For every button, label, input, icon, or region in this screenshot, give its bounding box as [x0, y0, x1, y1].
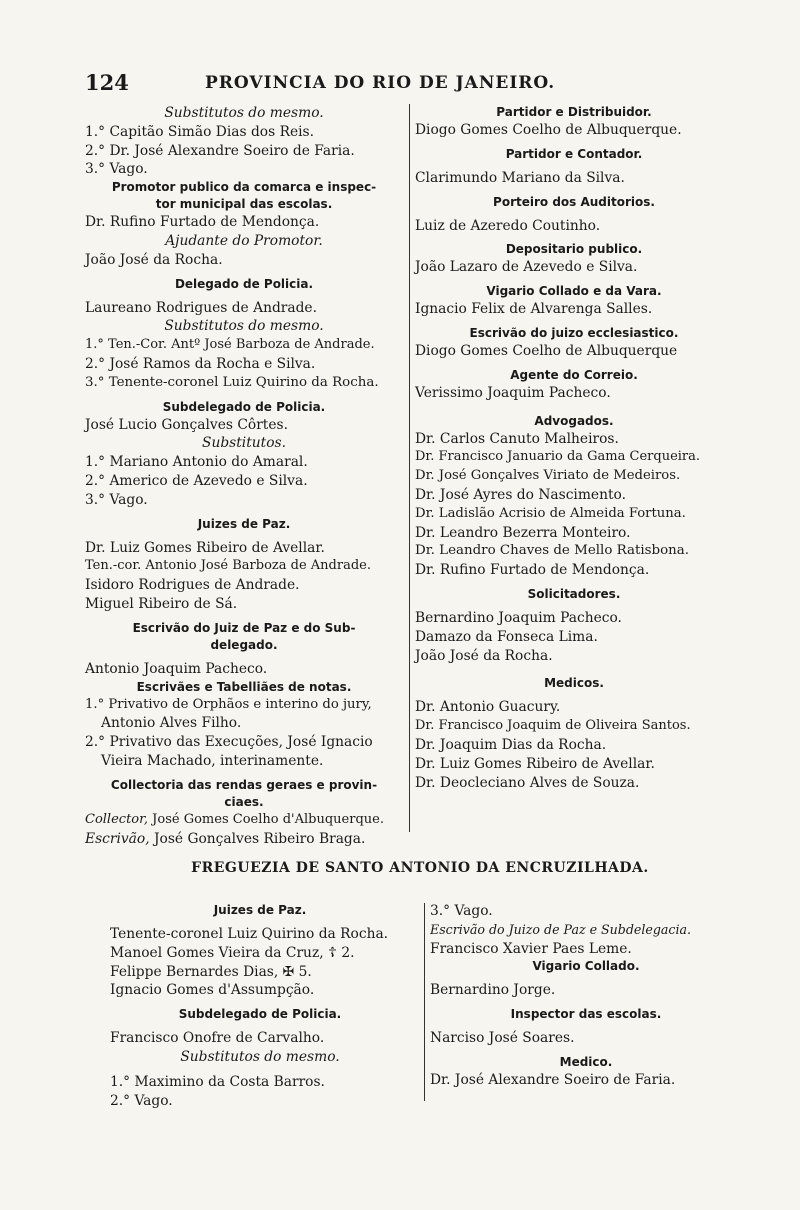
role-label: Escrivão,: [85, 830, 150, 847]
section-heading: Partidor e Distribuidor.: [496, 105, 652, 119]
section-heading: Vigario Collado.: [532, 959, 640, 974]
section-heading: Medicos.: [544, 676, 604, 691]
running-title: PROVINCIA DO RIO DE JANEIRO.: [205, 73, 556, 93]
section-heading: Porteiro dos Auditorios.: [493, 194, 655, 209]
section-heading: delegado.: [210, 637, 278, 652]
entry: José Lucio Gonçalves Côrtes.: [85, 416, 288, 433]
entry: Dr. Francisco Joaquim de Oliveira Santos.: [415, 718, 691, 734]
subheading: Substitutos do mesmo.: [180, 1048, 340, 1065]
entry: 2.° José Ramos da Rocha e Silva.: [85, 355, 316, 372]
entry: Dr. Luiz Gomes Ribeiro de Avellar.: [85, 539, 325, 556]
entry-name: Felippe Bernardes Dias,: [110, 963, 279, 980]
entry: Isidoro Rodrigues de Andrade.: [85, 577, 300, 594]
entry: Tenente-coronel Luiz Quirino da Rocha.: [110, 926, 389, 942]
entry: Narciso José Soares.: [430, 1030, 575, 1047]
section-heading: Depositario publico.: [505, 242, 643, 257]
section-heading: ciaes.: [224, 794, 264, 809]
column-divider: [424, 903, 425, 1101]
entry: [110, 963, 410, 982]
entry: Antonio Alves Filho.: [101, 715, 242, 732]
role-label: Collector,: [85, 811, 149, 827]
section-heading: Medico.: [559, 1054, 613, 1069]
section-heading: tor municipal das escolas.: [155, 197, 333, 212]
subheading: Ajudante do Promotor.: [165, 232, 323, 249]
section-heading: Partidor e Contador.: [505, 146, 643, 161]
entry: Francisco Onofre de Carvalho.: [110, 1030, 325, 1047]
entry: Vieira Machado, interinamente.: [101, 752, 324, 769]
entry: Dr. Ladislão Acrisio de Almeida Fortuna.: [415, 505, 686, 521]
entry: Antonio Joaquim Pacheco.: [85, 660, 268, 677]
entry: Diogo Gomes Coelho de Albuquerque: [415, 342, 678, 359]
subheading: Escrivão do Juizo de Paz e Subdelegacia.: [430, 921, 692, 937]
entry: Dr. Rufino Furtado de Mendonça.: [85, 214, 320, 231]
entry: Dr. Leandro Chaves de Mello Ratisbona.: [415, 543, 690, 559]
entry: Damazo da Fonseca Lima.: [415, 628, 598, 645]
entry: 1.° Ten.-Cor. Antº José Barboza de Andrade.: [85, 337, 375, 353]
entry: Dr. Antonio Guacury.: [415, 699, 561, 716]
section-heading: Escrivães e Tabelliães de notas.: [136, 679, 352, 694]
entry-name: José Gonçalves Ribeiro Braga.: [149, 830, 366, 847]
entry: Dr. Carlos Canuto Malheiros.: [415, 430, 619, 447]
entry: Clarimundo Mariano da Silva.: [415, 169, 625, 186]
entry: 2.° Americo de Azevedo e Silva.: [85, 472, 308, 489]
entry: 2.° Vago.: [110, 1092, 173, 1109]
section-heading: Juizes de Paz.: [213, 903, 307, 917]
entry: [85, 811, 403, 830]
entry: Dr. José Alexandre Soeiro de Faria.: [430, 1071, 676, 1088]
section-heading: Subdelegado de Policia.: [162, 399, 326, 414]
section-heading: Escrivão do juizo ecclesiastico.: [469, 325, 679, 340]
section-heading: Escrivão do Juiz de Paz e do Sub-: [132, 620, 356, 635]
entry: 1.° Mariano Antonio do Amaral.: [85, 454, 308, 471]
entry: 1.° Capitão Simão Dias dos Reis.: [85, 123, 315, 140]
entry: Ten.-cor. Antonio José Barboza de Andrade.: [85, 558, 371, 574]
entry: 3.° Vago.: [85, 491, 148, 508]
subheading: Substitutos do mesmo.: [164, 105, 324, 121]
entry: Dr. Luiz Gomes Ribeiro de Avellar.: [415, 755, 655, 772]
section-heading: Advogados.: [534, 413, 614, 428]
entry: 3.° Tenente-coronel Luiz Quirino da Rocha.: [85, 374, 379, 390]
entry: Dr. Rufino Furtado de Mendonça.: [415, 562, 650, 579]
section-heading: Collectoria das rendas geraes e provin-: [110, 777, 378, 792]
entry-name: Manoel Gomes Vieira da Cruz,: [110, 944, 324, 961]
entry-number: 2.: [336, 944, 355, 961]
entry: Dr. Leandro Bezerra Monteiro.: [415, 524, 631, 541]
right-column: [415, 104, 733, 792]
section-heading: Subdelegado de Policia.: [178, 1007, 342, 1022]
entry: Luiz de Azeredo Coutinho.: [415, 217, 601, 234]
entry: 2.° Privativo das Execuções, José Ignacio: [85, 734, 373, 751]
cross-icon: ✠: [282, 963, 295, 980]
entry: Diogo Gomes Coelho de Albuquerque.: [415, 122, 682, 138]
section-heading: Vigario Collado e da Vara.: [486, 284, 662, 299]
entry: Bernardino Jorge.: [430, 982, 556, 999]
entry: Ignacio Felix de Alvarenga Salles.: [415, 301, 653, 318]
entry: Laureano Rodrigues de Andrade.: [85, 299, 317, 316]
entry: Dr. José Gonçalves Viriato de Medeiros.: [415, 468, 681, 484]
entry: Francisco Xavier Paes Leme.: [430, 940, 632, 957]
entry: Dr. Joaquim Dias da Rocha.: [415, 736, 607, 753]
entry-name: José Gomes Coelho d'Albuquerque.: [148, 811, 384, 827]
entry: 1.° Maximino da Costa Barros.: [110, 1073, 325, 1090]
section-heading: Promotor publico da comarca e inspec-: [111, 180, 377, 195]
section-heading: Delegado de Policia.: [174, 276, 314, 291]
page-number: 124: [85, 70, 129, 95]
entry: 2.° Dr. José Alexandre Soeiro de Faria.: [85, 142, 355, 159]
entry: Verissimo Joaquim Pacheco.: [415, 384, 611, 401]
entry: 1.° Privativo de Orphãos e interino do jury,: [85, 696, 372, 712]
entry-number: 5.: [294, 963, 312, 980]
entry: Ignacio Gomes d'Assumpção.: [110, 982, 315, 999]
entry: João José da Rocha.: [85, 251, 223, 268]
column-divider: [409, 104, 410, 832]
entry: Miguel Ribeiro de Sá.: [85, 595, 238, 612]
entry: [85, 830, 403, 849]
subheading: Substitutos do mesmo.: [164, 318, 324, 335]
section-title: FREGUEZIA DE SANTO ANTONIO DA ENCRUZILHADA.: [191, 860, 649, 876]
entry: [110, 944, 410, 963]
entry: 3.° Vago.: [430, 903, 493, 919]
entry: João José da Rocha.: [415, 647, 553, 664]
entry: Dr. Deocleciano Alves de Souza.: [415, 774, 640, 791]
entry: Dr. José Ayres do Nascimento.: [415, 486, 626, 503]
section-heading: Juizes de Paz.: [197, 516, 291, 531]
cross-icon: ☦: [328, 944, 337, 961]
section-heading: Agente do Correio.: [510, 367, 638, 382]
section-heading: Solicitadores.: [527, 586, 621, 601]
entry: João Lazaro de Azevedo e Silva.: [415, 259, 638, 276]
subheading: Substitutos.: [202, 435, 286, 452]
section-heading: Inspector das escolas.: [510, 1007, 662, 1022]
bottom-right-column: [430, 902, 742, 1090]
entry: Dr. Francisco Januario da Gama Cerqueira.: [415, 449, 701, 465]
entry: 3.° Vago.: [85, 161, 148, 178]
bottom-left-column: [110, 902, 410, 1110]
left-column: [85, 104, 403, 848]
entry: Bernardino Joaquim Pacheco.: [415, 609, 622, 626]
